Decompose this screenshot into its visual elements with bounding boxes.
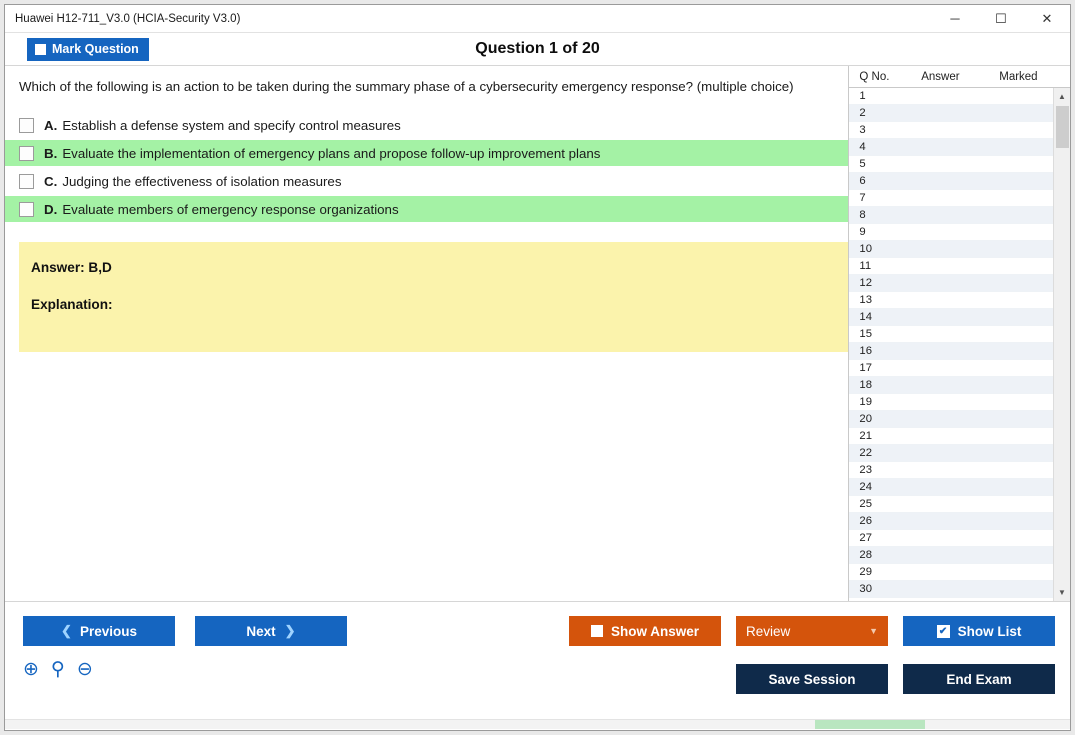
table-row[interactable]	[849, 207, 1053, 224]
choice-d[interactable]	[5, 196, 848, 222]
show-list-button[interactable]	[903, 616, 1055, 646]
table-row[interactable]	[849, 496, 1053, 513]
row-question-number: 15	[859, 328, 872, 340]
column-header-qno: Q No.	[859, 70, 890, 83]
row-question-number: 22	[859, 447, 872, 459]
previous-label: Previous	[79, 623, 137, 639]
row-question-number: 25	[859, 498, 872, 510]
table-row[interactable]	[849, 581, 1053, 598]
zoom-out-icon[interactable]: ⊖	[76, 659, 93, 680]
close-icon[interactable]: ✕	[1041, 11, 1053, 26]
chevron-down-icon: ▼	[869, 626, 878, 636]
page-title: Question 1 of 20	[475, 40, 600, 57]
table-row[interactable]	[849, 377, 1053, 394]
status-bar	[5, 719, 1070, 729]
choice-b-letter: B.	[44, 145, 58, 161]
row-question-number: 29	[859, 566, 872, 578]
end-exam-button[interactable]	[903, 664, 1055, 694]
choice-list	[5, 112, 848, 222]
show-answer-checkbox-icon	[591, 625, 603, 637]
scroll-down-icon[interactable]: ▼	[1058, 588, 1066, 597]
table-row[interactable]	[849, 394, 1053, 411]
choice-a[interactable]	[5, 112, 848, 138]
main-body	[5, 65, 1070, 601]
table-row[interactable]	[849, 513, 1053, 530]
table-row[interactable]	[849, 360, 1053, 377]
window-controls	[932, 5, 1070, 33]
next-label: Next	[246, 623, 276, 639]
exam-window	[4, 4, 1071, 731]
question-list-pane	[848, 66, 1070, 601]
mark-question-checkbox-icon	[35, 44, 46, 55]
table-row[interactable]	[849, 343, 1053, 360]
status-indicator	[815, 720, 925, 729]
window-titlebar	[5, 5, 1070, 33]
choice-c[interactable]	[5, 168, 848, 194]
previous-button[interactable]	[23, 616, 175, 646]
table-row[interactable]	[849, 122, 1053, 139]
chevron-right-icon: ❯	[284, 623, 296, 638]
review-select[interactable]	[736, 616, 888, 646]
row-question-number: 1	[859, 90, 866, 102]
column-header-marked: Marked	[999, 70, 1038, 83]
choice-d-checkbox[interactable]	[19, 202, 34, 217]
table-row[interactable]	[849, 326, 1053, 343]
choice-b-text: Evaluate the implementation of emergency plans and propose follow-up improvement plans	[62, 145, 601, 161]
table-row[interactable]	[849, 428, 1053, 445]
row-question-number: 12	[859, 277, 872, 289]
row-question-number: 5	[859, 158, 866, 170]
row-question-number: 18	[859, 379, 872, 391]
choice-c-text: Judging the effectiveness of isolation measures	[62, 173, 342, 189]
scrollbar-thumb[interactable]	[1056, 106, 1069, 148]
choice-a-checkbox[interactable]	[19, 118, 34, 133]
row-question-number: 3	[859, 124, 866, 136]
chevron-left-icon: ❮	[61, 623, 72, 638]
zoom-reset-icon[interactable]: ⚲	[50, 659, 65, 680]
mark-question-button[interactable]	[27, 38, 149, 61]
row-question-number: 16	[859, 345, 872, 357]
maximize-icon[interactable]: ☐	[995, 11, 1007, 26]
mark-question-label: Mark Question	[52, 42, 139, 56]
table-row[interactable]	[849, 462, 1053, 479]
row-question-number: 7	[859, 192, 866, 204]
row-question-number: 13	[859, 294, 872, 306]
review-select-value: Review	[746, 623, 791, 639]
row-question-number: 28	[859, 549, 872, 561]
table-row[interactable]	[849, 173, 1053, 190]
question-rows	[849, 88, 1053, 601]
choice-b[interactable]	[5, 140, 848, 166]
table-row[interactable]	[849, 530, 1053, 547]
row-question-number: 17	[859, 362, 872, 374]
row-question-number: 11	[859, 260, 872, 272]
table-row[interactable]	[849, 564, 1053, 581]
table-row[interactable]	[849, 479, 1053, 496]
row-question-number: 24	[859, 481, 872, 493]
window-title: Huawei H12-711_V3.0 (HCIA-Security V3.0)	[15, 12, 241, 25]
table-row[interactable]	[849, 224, 1053, 241]
answer-line: Answer: B,D	[31, 260, 112, 276]
row-question-number: 8	[859, 209, 866, 221]
table-row[interactable]	[849, 445, 1053, 462]
table-row[interactable]	[849, 190, 1053, 207]
explanation-line: Explanation:	[31, 297, 113, 313]
row-question-number: 6	[859, 175, 866, 187]
choice-a-letter: A.	[44, 117, 58, 133]
show-list-label: Show List	[957, 623, 1022, 639]
row-question-number: 9	[859, 226, 866, 238]
question-text: Which of the following is an action to be taken during the summary phase of a cybersecurity emergency response? (multiple choice)	[19, 79, 794, 94]
table-row[interactable]	[849, 241, 1053, 258]
row-question-number: 23	[859, 464, 872, 476]
row-question-number: 14	[859, 311, 872, 323]
row-question-number: 19	[859, 396, 872, 408]
table-row[interactable]	[849, 309, 1053, 326]
end-exam-label: End Exam	[946, 671, 1012, 687]
scroll-up-icon[interactable]: ▲	[1058, 92, 1066, 101]
column-header-answer: Answer	[921, 70, 960, 83]
next-button[interactable]	[195, 616, 347, 646]
table-row[interactable]	[849, 105, 1053, 122]
table-row[interactable]	[849, 139, 1053, 156]
show-answer-button[interactable]	[569, 616, 721, 646]
footer-toolbar	[5, 601, 1070, 729]
row-question-number: 27	[859, 532, 872, 544]
table-row[interactable]	[849, 547, 1053, 564]
row-question-number: 21	[859, 430, 872, 442]
table-row[interactable]	[849, 156, 1053, 173]
question-list-body	[849, 88, 1070, 601]
choice-d-text: Evaluate members of emergency response organizations	[62, 201, 399, 217]
choice-b-checkbox[interactable]	[19, 146, 34, 161]
zoom-in-icon[interactable]: ⊕	[23, 659, 39, 680]
row-question-number: 30	[859, 583, 872, 595]
table-row[interactable]	[849, 258, 1053, 275]
question-list-scrollbar[interactable]	[1053, 88, 1070, 601]
table-row[interactable]	[849, 275, 1053, 292]
save-session-button[interactable]	[736, 664, 888, 694]
question-pane	[5, 66, 848, 601]
choice-c-checkbox[interactable]	[19, 174, 34, 189]
table-row[interactable]	[849, 411, 1053, 428]
minimize-icon[interactable]: ─	[950, 11, 960, 26]
table-row[interactable]	[849, 292, 1053, 309]
row-question-number: 2	[859, 107, 866, 119]
choice-c-letter: C.	[44, 173, 58, 189]
choice-d-letter: D.	[44, 201, 58, 217]
row-question-number: 26	[859, 515, 872, 527]
show-list-checkbox-icon: ✔	[937, 625, 950, 638]
save-session-label: Save Session	[768, 671, 856, 687]
row-question-number: 10	[859, 243, 872, 255]
choice-a-text: Establish a defense system and specify control measures	[62, 117, 401, 133]
show-answer-label: Show Answer	[610, 623, 699, 639]
row-question-number: 4	[859, 141, 866, 153]
table-row[interactable]	[849, 88, 1053, 105]
answer-panel	[19, 242, 848, 352]
question-header	[5, 33, 1070, 65]
row-question-number: 20	[859, 413, 872, 425]
zoom-controls	[23, 660, 93, 679]
question-list-header	[849, 66, 1070, 88]
